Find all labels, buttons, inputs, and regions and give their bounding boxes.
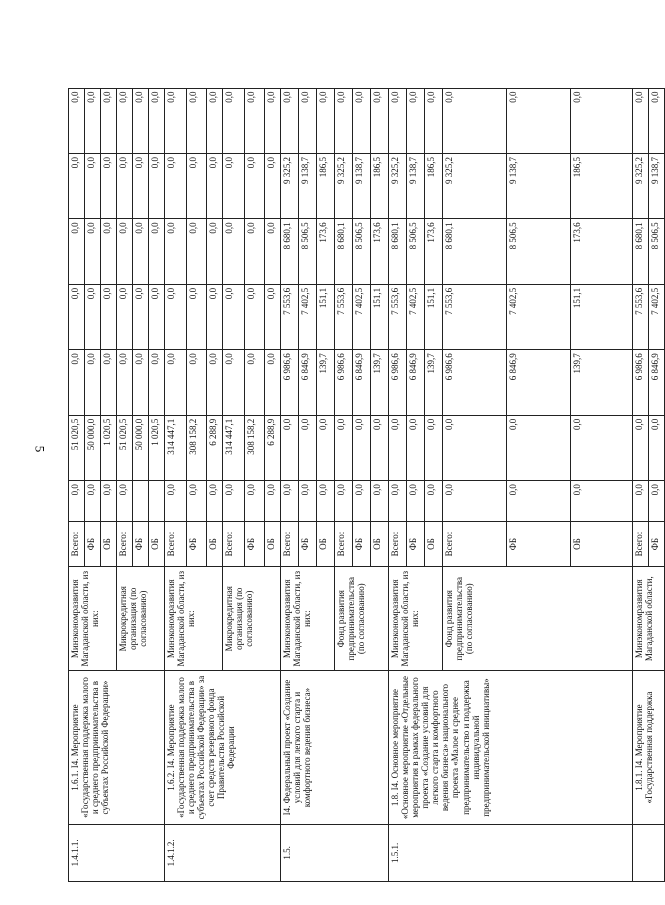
amount-cell: 0,0 bbox=[265, 153, 281, 218]
amount-cell: 6 986,6 bbox=[389, 350, 407, 415]
amount-cell: 0,0 bbox=[117, 350, 133, 415]
amount-cell: 8 506,5 bbox=[407, 219, 425, 284]
amount-cell: 139,7 bbox=[371, 350, 389, 415]
amount-cell: 0,0 bbox=[265, 350, 281, 415]
funding-source-cell: ОБ bbox=[265, 522, 281, 567]
amount-cell: 0,0 bbox=[371, 415, 389, 480]
amount-cell: 0,0 bbox=[69, 153, 85, 218]
amount-cell: 8 506,5 bbox=[353, 219, 371, 284]
amount-cell: 0,0 bbox=[117, 481, 133, 522]
amount-cell: 7 553,6 bbox=[389, 284, 407, 349]
amount-cell: 0,0 bbox=[207, 219, 223, 284]
amount-cell: 0,0 bbox=[101, 350, 117, 415]
funding-source-cell: ОБ bbox=[317, 522, 335, 567]
row-number-cell: 1.4.1.1. bbox=[69, 824, 165, 881]
amount-cell: 1 020,5 bbox=[101, 415, 117, 480]
amount-cell: 0,0 bbox=[101, 153, 117, 218]
amount-cell: 0,0 bbox=[571, 481, 633, 522]
amount-cell: 8 506,5 bbox=[649, 219, 665, 284]
amount-cell: 308 158,2 bbox=[187, 415, 207, 480]
amount-cell: 9 138,7 bbox=[299, 153, 317, 218]
executor-cell: Микрокредитная организация (по согласованию) bbox=[223, 567, 281, 671]
amount-cell: 0,0 bbox=[187, 153, 207, 218]
funding-source-cell: Всего: bbox=[335, 522, 353, 567]
amount-cell: 51 020,5 bbox=[69, 415, 85, 480]
amount-cell: 0,0 bbox=[85, 481, 101, 522]
executor-cell: Минэкономразвития Магаданской области, из них: bbox=[389, 567, 443, 671]
row-number-cell bbox=[633, 824, 665, 881]
funding-source-cell: ФБ bbox=[299, 522, 317, 567]
funding-source-cell: Всего: bbox=[165, 522, 187, 567]
amount-cell: 0,0 bbox=[69, 481, 85, 522]
amount-cell: 0,0 bbox=[443, 481, 507, 522]
table-body bbox=[69, 23, 665, 882]
amount-cell: 0,0 bbox=[85, 284, 101, 349]
amount-cell: 186,5 bbox=[425, 153, 443, 218]
amount-cell: 0,0 bbox=[101, 284, 117, 349]
amount-cell: 6 846,9 bbox=[507, 350, 571, 415]
amount-cell: 0,0 bbox=[507, 88, 571, 153]
amount-cell: 0,0 bbox=[207, 284, 223, 349]
event-name-cell: 1.6.2. I4. Мероприятие «Государственная поддержка малого и среднего предпринимательства в субъектах Российской Федерации» за счет средств резервного фонда Правительства Российской Федерации bbox=[165, 671, 281, 824]
funding-source-cell: ОБ bbox=[571, 522, 633, 567]
amount-cell: 6 986,6 bbox=[335, 350, 353, 415]
amount-cell: 0,0 bbox=[187, 88, 207, 153]
amount-cell: 0,0 bbox=[353, 88, 371, 153]
amount-cell: 0,0 bbox=[85, 153, 101, 218]
amount-cell: 0,0 bbox=[223, 88, 245, 153]
funding-source-cell: ОБ bbox=[101, 522, 117, 567]
amount-cell: 0,0 bbox=[149, 284, 165, 349]
executor-cell: Минэкономразвития Магаданской области, из них: bbox=[281, 567, 335, 671]
amount-cell: 0,0 bbox=[165, 481, 187, 522]
amount-cell: 0,0 bbox=[69, 88, 85, 153]
amount-cell: 186,5 bbox=[371, 153, 389, 218]
amount-cell: 0,0 bbox=[571, 415, 633, 480]
amount-cell: 9 325,2 bbox=[335, 153, 353, 218]
amount-cell: 0,0 bbox=[571, 88, 633, 153]
amount-cell: 0,0 bbox=[187, 219, 207, 284]
amount-cell: 6 846,9 bbox=[649, 350, 665, 415]
amount-cell: 50 000,0 bbox=[133, 415, 149, 480]
amount-cell: 0,0 bbox=[335, 88, 353, 153]
page-number: 5 bbox=[32, 445, 48, 453]
amount-cell: 0,0 bbox=[507, 415, 571, 480]
amount-cell: 8 680,1 bbox=[281, 219, 299, 284]
amount-cell: 7 402,5 bbox=[649, 284, 665, 349]
amount-cell: 0,0 bbox=[133, 350, 149, 415]
amount-cell: 0,0 bbox=[245, 219, 265, 284]
amount-cell: 0,0 bbox=[149, 153, 165, 218]
amount-cell: 0,0 bbox=[407, 415, 425, 480]
amount-cell: 9 325,2 bbox=[633, 153, 649, 218]
amount-cell: 9 325,2 bbox=[281, 153, 299, 218]
event-name-cell: 1.8. I4. Основное мероприятие «Основное мероприятие «Отдельные мероприятия в рамках федерального проекта «Создание условий для легкого старта и комфортного ведения бизнеса» национального проекта «Малое и среднее предпринимательство и поддержка индивидуальной предпринимательской инициативы» bbox=[389, 671, 633, 824]
amount-cell: 6 288,9 bbox=[207, 415, 223, 480]
funding-table bbox=[68, 22, 665, 882]
amount-cell: 7 553,6 bbox=[335, 284, 353, 349]
amount-cell: 0,0 bbox=[633, 481, 649, 522]
executor-cell: Минэкономразвития Магаданской области, из них: bbox=[69, 567, 117, 671]
amount-cell: 0,0 bbox=[299, 481, 317, 522]
amount-cell: 0,0 bbox=[133, 153, 149, 218]
amount-cell: 0,0 bbox=[223, 153, 245, 218]
amount-cell: 0,0 bbox=[265, 284, 281, 349]
amount-cell: 0,0 bbox=[353, 481, 371, 522]
amount-cell: 0,0 bbox=[69, 219, 85, 284]
rotated-table-wrapper bbox=[68, 22, 660, 882]
amount-cell: 9 138,7 bbox=[649, 153, 665, 218]
amount-cell: 0,0 bbox=[425, 88, 443, 153]
amount-cell: 0,0 bbox=[299, 88, 317, 153]
amount-cell: 139,7 bbox=[425, 350, 443, 415]
amount-cell: 0,0 bbox=[245, 153, 265, 218]
executor-cell: Минэкономразвития Магаданской области, из них: bbox=[165, 567, 223, 671]
funding-source-cell: ФБ bbox=[353, 522, 371, 567]
amount-cell: 173,6 bbox=[571, 219, 633, 284]
funding-source-cell: ФБ bbox=[85, 522, 101, 567]
row-number-cell: 1.5.1. bbox=[389, 824, 633, 881]
amount-cell: 0,0 bbox=[407, 481, 425, 522]
amount-cell: 0,0 bbox=[245, 350, 265, 415]
amount-cell: 0,0 bbox=[133, 284, 149, 349]
amount-cell: 51 020,5 bbox=[117, 415, 133, 480]
amount-cell: 314 447,1 bbox=[165, 415, 187, 480]
amount-cell: 0,0 bbox=[335, 415, 353, 480]
amount-cell: 186,5 bbox=[317, 153, 335, 218]
amount-cell: 9 138,7 bbox=[407, 153, 425, 218]
amount-cell: 0,0 bbox=[117, 88, 133, 153]
amount-cell bbox=[133, 481, 149, 522]
amount-cell bbox=[149, 481, 165, 522]
funding-source-cell: ФБ bbox=[245, 522, 265, 567]
amount-cell: 0,0 bbox=[149, 88, 165, 153]
amount-cell: 0,0 bbox=[207, 153, 223, 218]
amount-cell: 0,0 bbox=[101, 219, 117, 284]
amount-cell: 151,1 bbox=[371, 284, 389, 349]
amount-cell: 0,0 bbox=[265, 219, 281, 284]
amount-cell: 0,0 bbox=[101, 481, 117, 522]
amount-cell: 0,0 bbox=[69, 350, 85, 415]
amount-cell: 0,0 bbox=[371, 481, 389, 522]
amount-cell: 0,0 bbox=[317, 415, 335, 480]
amount-cell: 9 325,2 bbox=[389, 153, 407, 218]
funding-source-cell: Всего: bbox=[69, 522, 85, 567]
amount-cell: 7 402,5 bbox=[299, 284, 317, 349]
amount-cell: 151,1 bbox=[571, 284, 633, 349]
amount-cell: 0,0 bbox=[223, 284, 245, 349]
funding-source-cell: ОБ bbox=[149, 522, 165, 567]
amount-cell: 6 846,9 bbox=[353, 350, 371, 415]
amount-cell: 1 020,5 bbox=[149, 415, 165, 480]
amount-cell: 0,0 bbox=[85, 88, 101, 153]
amount-cell: 0,0 bbox=[165, 350, 187, 415]
amount-cell: 7 553,6 bbox=[281, 284, 299, 349]
amount-cell: 0,0 bbox=[633, 88, 649, 153]
amount-cell: 0,0 bbox=[187, 350, 207, 415]
amount-cell: 7 402,5 bbox=[507, 284, 571, 349]
amount-cell: 6 846,9 bbox=[407, 350, 425, 415]
amount-cell: 0,0 bbox=[223, 481, 245, 522]
amount-cell: 139,7 bbox=[571, 350, 633, 415]
amount-cell: 151,1 bbox=[317, 284, 335, 349]
amount-cell: 0,0 bbox=[165, 88, 187, 153]
amount-cell: 0,0 bbox=[133, 88, 149, 153]
amount-cell: 7 553,6 bbox=[443, 284, 507, 349]
amount-cell: 173,6 bbox=[317, 219, 335, 284]
amount-cell: 0,0 bbox=[207, 88, 223, 153]
amount-cell: 0,0 bbox=[245, 481, 265, 522]
amount-cell: 0,0 bbox=[389, 481, 407, 522]
funding-source-cell: Всего: bbox=[389, 522, 407, 567]
amount-cell: 0,0 bbox=[425, 481, 443, 522]
table-row bbox=[633, 23, 649, 882]
amount-cell: 0,0 bbox=[281, 88, 299, 153]
amount-cell: 151,1 bbox=[425, 284, 443, 349]
amount-cell: 0,0 bbox=[165, 219, 187, 284]
table-row bbox=[281, 23, 299, 882]
funding-source-cell: Всего: bbox=[223, 522, 245, 567]
amount-cell: 0,0 bbox=[353, 415, 371, 480]
amount-cell: 0,0 bbox=[649, 88, 665, 153]
amount-cell: 0,0 bbox=[649, 481, 665, 522]
amount-cell: 0,0 bbox=[633, 415, 649, 480]
amount-cell: 0,0 bbox=[187, 481, 207, 522]
amount-cell: 0,0 bbox=[443, 415, 507, 480]
amount-cell: 0,0 bbox=[649, 415, 665, 480]
amount-cell: 9 138,7 bbox=[507, 153, 571, 218]
executor-cell: Микрокредитная организация (по согласованию) bbox=[117, 567, 165, 671]
funding-source-cell: ФБ bbox=[407, 522, 425, 567]
amount-cell: 0,0 bbox=[425, 415, 443, 480]
amount-cell: 0,0 bbox=[507, 481, 571, 522]
funding-source-cell: Всего: bbox=[281, 522, 299, 567]
amount-cell: 0,0 bbox=[299, 415, 317, 480]
amount-cell: 8 680,1 bbox=[443, 219, 507, 284]
amount-cell: 0,0 bbox=[265, 481, 281, 522]
amount-cell: 0,0 bbox=[281, 415, 299, 480]
funding-source-cell: Всего: bbox=[117, 522, 133, 567]
executor-cell: Фонд развития предпринимательства (по согласованию) bbox=[443, 567, 633, 671]
amount-cell: 0,0 bbox=[317, 481, 335, 522]
amount-cell: 0,0 bbox=[101, 88, 117, 153]
amount-cell: 9 325,2 bbox=[443, 153, 507, 218]
amount-cell: 0,0 bbox=[117, 153, 133, 218]
row-number-cell: 1.4.1.2. bbox=[165, 824, 281, 881]
amount-cell: 0,0 bbox=[85, 350, 101, 415]
amount-cell: 50 000,0 bbox=[85, 415, 101, 480]
funding-source-cell: ФБ bbox=[187, 522, 207, 567]
amount-cell: 8 506,5 bbox=[299, 219, 317, 284]
amount-cell: 0,0 bbox=[117, 219, 133, 284]
amount-cell: 0,0 bbox=[133, 219, 149, 284]
amount-cell: 0,0 bbox=[281, 481, 299, 522]
amount-cell: 0,0 bbox=[265, 88, 281, 153]
funding-source-cell: ФБ bbox=[507, 522, 571, 567]
amount-cell: 0,0 bbox=[317, 88, 335, 153]
amount-cell: 0,0 bbox=[223, 219, 245, 284]
amount-cell: 0,0 bbox=[69, 284, 85, 349]
amount-cell: 6 986,6 bbox=[633, 350, 649, 415]
amount-cell: 0,0 bbox=[245, 284, 265, 349]
amount-cell: 8 680,1 bbox=[633, 219, 649, 284]
amount-cell: 8 680,1 bbox=[389, 219, 407, 284]
event-name-cell: 1.8.1. I4. Мероприятие «Государственная поддержка bbox=[633, 671, 665, 824]
amount-cell: 0,0 bbox=[371, 88, 389, 153]
amount-cell: 0,0 bbox=[149, 219, 165, 284]
amount-cell: 0,0 bbox=[85, 219, 101, 284]
amount-cell: 8 506,5 bbox=[507, 219, 571, 284]
amount-cell: 0,0 bbox=[223, 350, 245, 415]
amount-cell: 0,0 bbox=[389, 88, 407, 153]
executor-cell: Минэкономразвития Магаданской области, bbox=[633, 567, 665, 671]
amount-cell: 0,0 bbox=[443, 88, 507, 153]
amount-cell: 0,0 bbox=[149, 350, 165, 415]
amount-cell: 9 138,7 bbox=[353, 153, 371, 218]
amount-cell: 8 680,1 bbox=[335, 219, 353, 284]
amount-cell: 7 402,5 bbox=[407, 284, 425, 349]
funding-source-cell: Всего: bbox=[443, 522, 507, 567]
amount-cell: 0,0 bbox=[165, 284, 187, 349]
executor-cell: Фонд развития предпринимательства (по согласованию) bbox=[335, 567, 389, 671]
funding-source-cell: ФБ bbox=[649, 522, 665, 567]
amount-cell: 0,0 bbox=[117, 284, 133, 349]
table-row bbox=[69, 23, 85, 882]
amount-cell: 6 288,9 bbox=[265, 415, 281, 480]
amount-cell: 0,0 bbox=[335, 481, 353, 522]
amount-cell: 0,0 bbox=[187, 284, 207, 349]
funding-source-cell: ФБ bbox=[133, 522, 149, 567]
funding-source-cell: ОБ bbox=[371, 522, 389, 567]
amount-cell: 0,0 bbox=[407, 88, 425, 153]
amount-cell: 139,7 bbox=[317, 350, 335, 415]
amount-cell: 314 447,1 bbox=[223, 415, 245, 480]
amount-cell: 0,0 bbox=[207, 481, 223, 522]
amount-cell: 6 986,6 bbox=[281, 350, 299, 415]
funding-source-cell: ОБ bbox=[207, 522, 223, 567]
amount-cell: 0,0 bbox=[165, 153, 187, 218]
event-name-cell: I4. Федеральный проект «Создание условий для легкого старта и комфортного ведения бизнеса» bbox=[281, 671, 389, 824]
table-row bbox=[389, 23, 407, 882]
amount-cell: 6 846,9 bbox=[299, 350, 317, 415]
amount-cell: 7 402,5 bbox=[353, 284, 371, 349]
amount-cell: 186,5 bbox=[571, 153, 633, 218]
amount-cell: 308 158,2 bbox=[245, 415, 265, 480]
funding-source-cell: ОБ bbox=[425, 522, 443, 567]
event-name-cell: 1.6.1. I4. Мероприятие «Государственная поддержка малого и среднего предпринимательства в субъектах Российской Федерации» bbox=[69, 671, 165, 824]
table-row bbox=[165, 23, 187, 882]
amount-cell: 0,0 bbox=[207, 350, 223, 415]
amount-cell: 0,0 bbox=[245, 88, 265, 153]
funding-source-cell: Всего: bbox=[633, 522, 649, 567]
row-number-cell: 1.5. bbox=[281, 824, 389, 881]
amount-cell: 0,0 bbox=[389, 415, 407, 480]
amount-cell: 7 553,6 bbox=[633, 284, 649, 349]
amount-cell: 173,6 bbox=[371, 219, 389, 284]
amount-cell: 173,6 bbox=[425, 219, 443, 284]
amount-cell: 6 986,6 bbox=[443, 350, 507, 415]
